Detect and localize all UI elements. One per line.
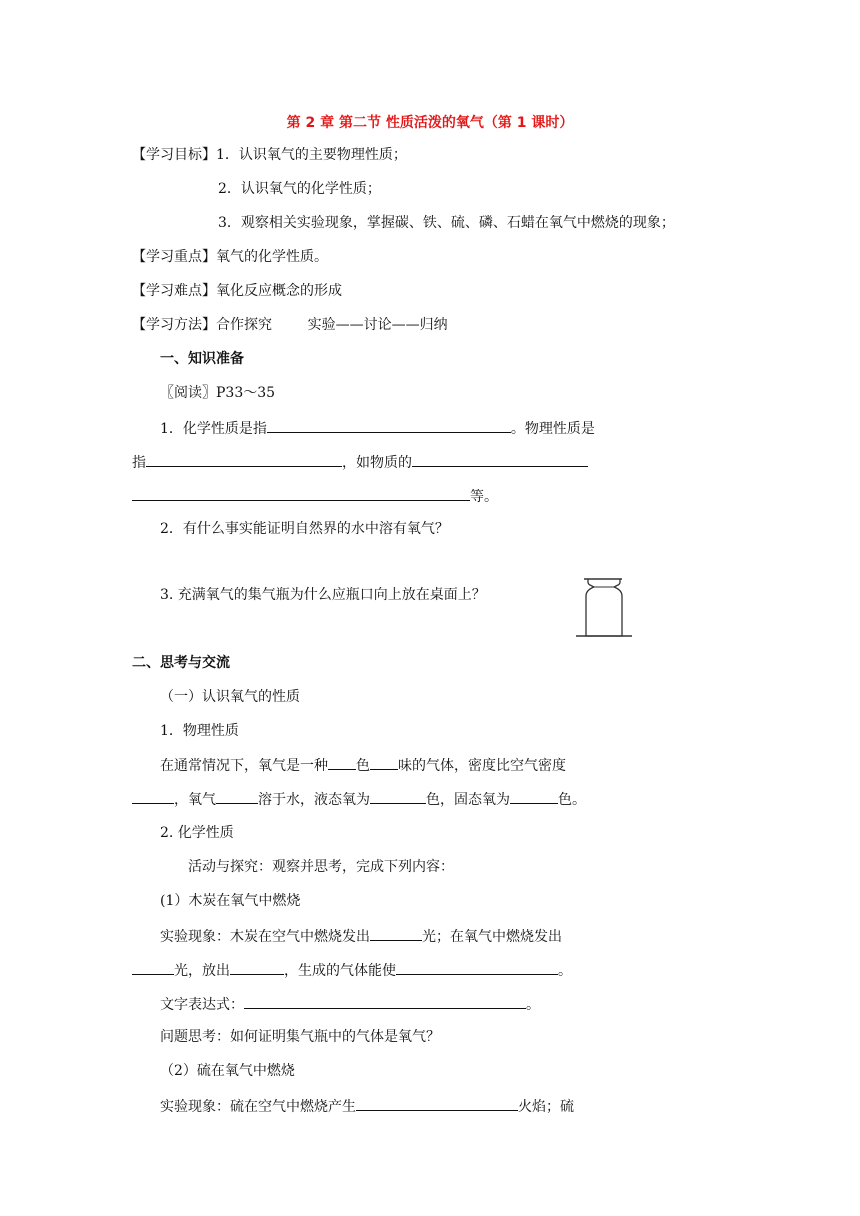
- q2-text: 2．有什么事实能证明自然界的水中溶有氧气？: [160, 521, 449, 537]
- word-equation-label: 文字表达式：: [160, 997, 244, 1013]
- blank-air-light[interactable]: [370, 925, 422, 941]
- q1-text-c: 指: [132, 455, 146, 471]
- objective-item-2: 2．认识氧气的化学性质；: [218, 181, 381, 197]
- physical-line-1: [160, 755, 566, 776]
- blank-sulfur-flame[interactable]: [356, 1095, 518, 1111]
- blank-density[interactable]: [132, 789, 174, 804]
- phys-text-d: ，氧气: [174, 792, 216, 808]
- q1-text-b: 。物理性质是: [510, 421, 595, 437]
- phys-text-e: 溶于水，液态氧为: [258, 792, 370, 808]
- blank-release[interactable]: [230, 959, 284, 975]
- q1-text-d: ，如物质的: [342, 455, 412, 471]
- physical-properties-heading: 1．物理性质: [160, 723, 239, 739]
- exp2-text-a: 实验现象：硫在空气中燃烧产生: [160, 1099, 356, 1115]
- phys-text-c: 味的气体，密度比空气密度: [398, 758, 566, 774]
- objectives-line-1: [132, 145, 407, 165]
- difficulty-line: [132, 281, 342, 301]
- blank-word-equation[interactable]: [244, 993, 526, 1009]
- q1-line-2: [132, 451, 588, 473]
- word-equation-end: 。: [526, 997, 540, 1013]
- blank-solid-color[interactable]: [510, 789, 558, 804]
- phys-text-b: 色: [356, 758, 370, 774]
- q1-line-3: [132, 485, 498, 507]
- blank-color[interactable]: [328, 755, 356, 770]
- focus-label: 【学习重点】: [132, 249, 216, 265]
- physical-line-2: [132, 789, 586, 810]
- blank-oxygen-light[interactable]: [132, 959, 174, 975]
- section1-heading: 一、知识准备: [160, 351, 244, 367]
- objective-item-3: 3．观察相关实验现象，掌握碳、铁、硫、磷、石蜡在氧气中燃烧的现象；: [218, 215, 675, 231]
- exp1-text-e: 。: [558, 963, 572, 979]
- difficulty-label: 【学习难点】: [132, 283, 216, 299]
- blank-solubility[interactable]: [216, 789, 258, 804]
- blank-gas-effect[interactable]: [396, 959, 558, 975]
- blank-smell[interactable]: [370, 755, 398, 770]
- q3-text: 3. 充满氧气的集气瓶为什么应瓶口向上放在桌面上？: [160, 587, 486, 603]
- method-text: 合作探究 实验——讨论——归纳: [216, 317, 448, 333]
- blank-liquid-color[interactable]: [370, 789, 426, 804]
- exp2-line-1: [160, 1095, 574, 1117]
- q1-line-1: [160, 417, 595, 439]
- exp1-text-c: 光，放出: [174, 963, 230, 979]
- exp2-text-b: 火焰；硫: [518, 1099, 574, 1115]
- difficulty-text: 氧化反应概念的形成: [216, 283, 342, 299]
- objectives-label: 【学习目标】: [132, 147, 216, 163]
- exp1-text-d: ，生成的气体能使: [284, 963, 396, 979]
- section2-heading: 二、思考与交流: [132, 655, 230, 671]
- method-label: 【学习方法】: [132, 317, 216, 333]
- experiment-2-heading: （2）硫在氧气中燃烧: [160, 1063, 295, 1079]
- q1-text-a: 1．化学性质是指: [160, 421, 267, 437]
- blank-examples-2[interactable]: [132, 485, 470, 501]
- phys-text-g: 色。: [558, 792, 586, 808]
- exp1-line-1: [160, 925, 562, 947]
- exp1-line-2: [132, 959, 572, 981]
- blank-examples-1[interactable]: [412, 451, 588, 467]
- activity-text: 活动与探究：观察并思考，完成下列内容：: [188, 859, 454, 875]
- gas-jar-icon: [576, 576, 632, 640]
- chemical-properties-heading: 2. 化学性质: [160, 825, 234, 841]
- focus-text: 氧气的化学性质。: [216, 249, 328, 265]
- question-text: 问题思考：如何证明集气瓶中的气体是氧气？: [160, 1029, 440, 1045]
- word-equation-line: [160, 993, 540, 1015]
- exp1-text-a: 实验现象：木炭在空气中燃烧发出: [160, 929, 370, 945]
- page-title: 第 2 章 第二节 性质活泼的氧气（第 1 课时）: [286, 115, 574, 131]
- experiment-1-heading: (1）木炭在氧气中燃烧: [160, 893, 301, 909]
- method-line: [132, 315, 448, 335]
- blank-physical-property[interactable]: [146, 451, 342, 467]
- q1-text-e: 等。: [470, 489, 498, 505]
- blank-chemical-property[interactable]: [267, 417, 511, 433]
- subsection-heading: （一）认识氧气的性质: [160, 689, 300, 705]
- phys-text-f: 色，固态氧为: [426, 792, 510, 808]
- focus-line: [132, 247, 328, 267]
- objective-item-1: 1．认识氧气的主要物理性质；: [216, 147, 407, 163]
- reading-ref: 〖阅读〗P33～35: [160, 385, 276, 401]
- exp1-text-b: 光；在氧气中燃烧发出: [422, 929, 562, 945]
- phys-text-a: 在通常情况下，氧气是一种: [160, 758, 328, 774]
